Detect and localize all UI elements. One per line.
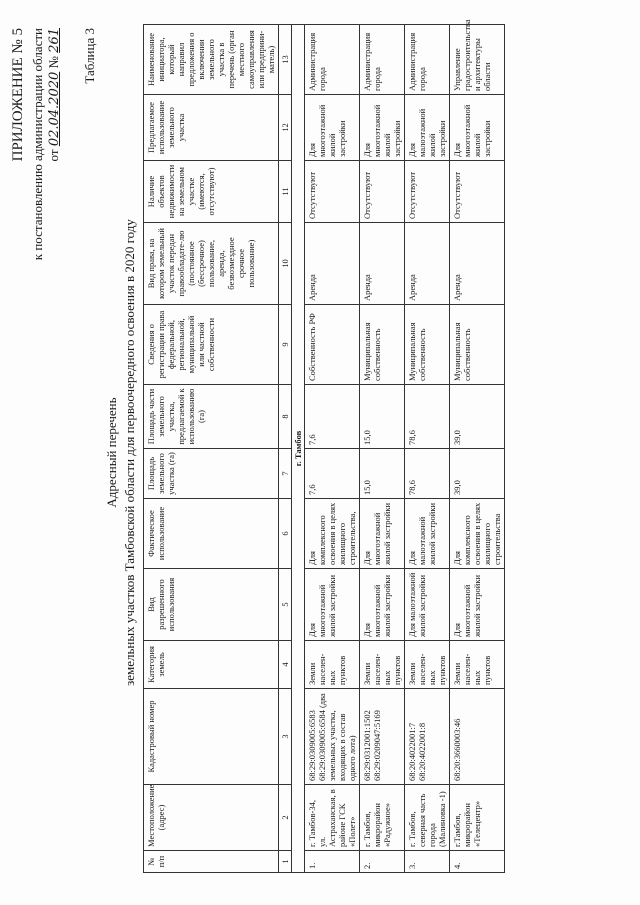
col-number: 13 xyxy=(279,25,292,95)
row-category: Земли населен-ных пунктов xyxy=(360,641,405,689)
number-prefix: № xyxy=(46,56,61,69)
col-header-cadastral: Кадастровый номер xyxy=(144,689,279,785)
col-number: 1 xyxy=(279,851,292,873)
table-header-row xyxy=(144,25,279,873)
col-header-permitted-use: Вид разрешенного использования xyxy=(144,569,279,641)
row-category: Земли населен-ных пунктов xyxy=(305,641,360,689)
decree-date: 02.04.2020 xyxy=(47,71,62,147)
row-initiator: Администрация города xyxy=(405,25,450,95)
row-part-area: 15,0 xyxy=(360,385,405,449)
row-address: г. Тамбов, северная часть города (Малиновка -1) xyxy=(405,785,450,851)
row-address: г. Тамбов, микрорайон «Радужное» xyxy=(360,785,405,851)
decree-reference: к постановлению администрации области xyxy=(30,28,45,261)
row-proposed-use: Для многоэтажной жилой застройки xyxy=(305,95,360,161)
row-area: 7,6 xyxy=(305,449,360,499)
row-registration: Собственность РФ xyxy=(305,305,360,385)
document-subtitle: земельных участков Тамбовской области для первоочередного освоения в 2020 году xyxy=(122,219,137,686)
row-permitted-use: Для многоэтажной жилой застройки xyxy=(360,569,405,641)
row-right-type: Аренда xyxy=(305,223,360,305)
row-cadastral: 68:29:0309005:6583 68:29:0309005:6584 (два земельных участка, входящих в состав одного лота) xyxy=(305,689,360,785)
table-row xyxy=(405,25,450,873)
row-cadastral: 68:20:3660003:46 xyxy=(450,689,505,785)
row-actual-use: Для комплексного освоения в целях жилищного строительства, xyxy=(305,499,360,569)
row-objects: Отсутствуют xyxy=(450,161,505,223)
row-registration: Муниципальная собственность xyxy=(360,305,405,385)
city-section-row xyxy=(292,25,305,873)
row-cadastral: 68:29:0312001:1502 68:29:0209047:5169 xyxy=(360,689,405,785)
row-part-area: 78,6 xyxy=(405,385,450,449)
row-right-type: Аренда xyxy=(450,223,505,305)
row-proposed-use: Для многоэтажной жилой застройки xyxy=(450,95,505,161)
row-number: 3. xyxy=(405,851,450,873)
table-row xyxy=(305,25,360,873)
col-number: 10 xyxy=(279,223,292,305)
col-header-initiator: Наименование инициатора, который направил предложения о включении земельного участка в перечень (орган местного самоуправления или предприни-матель) xyxy=(144,25,279,95)
row-number: 4. xyxy=(450,851,505,873)
col-number: 8 xyxy=(279,385,292,449)
appendix-heading: ПРИЛОЖЕНИЕ № 5 xyxy=(10,28,26,162)
col-header-proposed-use: Предлагаемое использование земельного участка xyxy=(144,95,279,161)
row-registration: Муниципальная собственность xyxy=(450,305,505,385)
row-registration: Муниципальная собственность xyxy=(405,305,450,385)
col-header-registration: Сведения о регистрации права федеральной, региональной, муниципальной или частной собственности xyxy=(144,305,279,385)
row-initiator: Администрация города xyxy=(305,25,360,95)
col-number: 7 xyxy=(279,449,292,499)
row-right-type: Аренда xyxy=(405,223,450,305)
row-actual-use: Для многоэтажной жилой застройки xyxy=(360,499,405,569)
row-cadastral: 68:20:4022001:7 68:20:4022001:8 xyxy=(405,689,450,785)
table-row xyxy=(450,25,505,873)
col-number: 12 xyxy=(279,95,292,161)
row-objects: Отсутствуют xyxy=(405,161,450,223)
row-part-area: 39,0 xyxy=(450,385,505,449)
col-header-part-area: Площадь части земельного участка, предлагаемой к использованию (га) xyxy=(144,385,279,449)
row-objects: Отсутствуют xyxy=(305,161,360,223)
col-number: 3 xyxy=(279,689,292,785)
date-prefix: от xyxy=(46,149,61,162)
row-permitted-use: Для многоэтажной жилой застройки xyxy=(305,569,360,641)
land-plots-table xyxy=(143,19,505,873)
column-number-row xyxy=(279,25,292,873)
row-area: 39,0 xyxy=(450,449,505,499)
col-number: 11 xyxy=(279,161,292,223)
col-number: 9 xyxy=(279,305,292,385)
col-header-area: Площадь земельного участка (га) xyxy=(144,449,279,499)
table-label: Таблица 3 xyxy=(82,28,97,84)
document-title: Адресный перечень xyxy=(104,397,119,508)
col-header-actual-use: Фактическое использование xyxy=(144,499,279,569)
row-number: 2. xyxy=(360,851,405,873)
col-header-objects: Наличие объектов недвижимости на земельном участке (имеются, отсутствуют) xyxy=(144,161,279,223)
row-category: Земли населен-ных пунктов xyxy=(405,641,450,689)
row-proposed-use: Для малоэтажной жилой застройки xyxy=(405,95,450,161)
city-name: г. Тамбов xyxy=(292,25,305,873)
col-header-number: № п/п xyxy=(144,851,279,873)
row-actual-use: Для малоэтажной жилой застройки xyxy=(405,499,450,569)
col-header-address: Местоположение (адрес) xyxy=(144,785,279,851)
row-number: 1. xyxy=(305,851,360,873)
col-number: 2 xyxy=(279,785,292,851)
row-right-type: Аренда xyxy=(360,223,405,305)
row-objects: Отсутствуют xyxy=(360,161,405,223)
col-number: 4 xyxy=(279,641,292,689)
row-address: г. Тамбов-34, ул. Астраханская, в районе ГСК «Полет» xyxy=(305,785,360,851)
table-body xyxy=(305,19,505,873)
row-initiator: Администрация города xyxy=(360,25,405,95)
col-number: 6 xyxy=(279,499,292,569)
col-number: 5 xyxy=(279,569,292,641)
row-category: Земли населен-ных пунктов xyxy=(450,641,505,689)
row-permitted-use: Для малоэтажной жилой застройки xyxy=(405,569,450,641)
table-row xyxy=(360,25,405,873)
row-area: 78,6 xyxy=(405,449,450,499)
row-actual-use: Для комплексного освоения в целях жилищного строительства xyxy=(450,499,505,569)
row-address: г.Тамбов, микрорайон «Телецентр» xyxy=(450,785,505,851)
row-part-area: 7,6 xyxy=(305,385,360,449)
col-header-right-type: Вид права, на котором земельный участок передан правообладате-лю (постоянное (бессрочное) пользование, аренда, безвозмездное срочное пользование) xyxy=(144,223,279,305)
col-header-category: Категория земель xyxy=(144,641,279,689)
decree-date-line xyxy=(46,28,63,161)
row-permitted-use: Для многоэтажной жилой застройки xyxy=(450,569,505,641)
decree-number: 261 xyxy=(47,28,62,53)
row-area: 15,0 xyxy=(360,449,405,499)
row-initiator: Управление градостроительства и архитектуры области xyxy=(450,25,505,95)
row-proposed-use: Для многоэтажной жилой застройки xyxy=(360,95,405,161)
